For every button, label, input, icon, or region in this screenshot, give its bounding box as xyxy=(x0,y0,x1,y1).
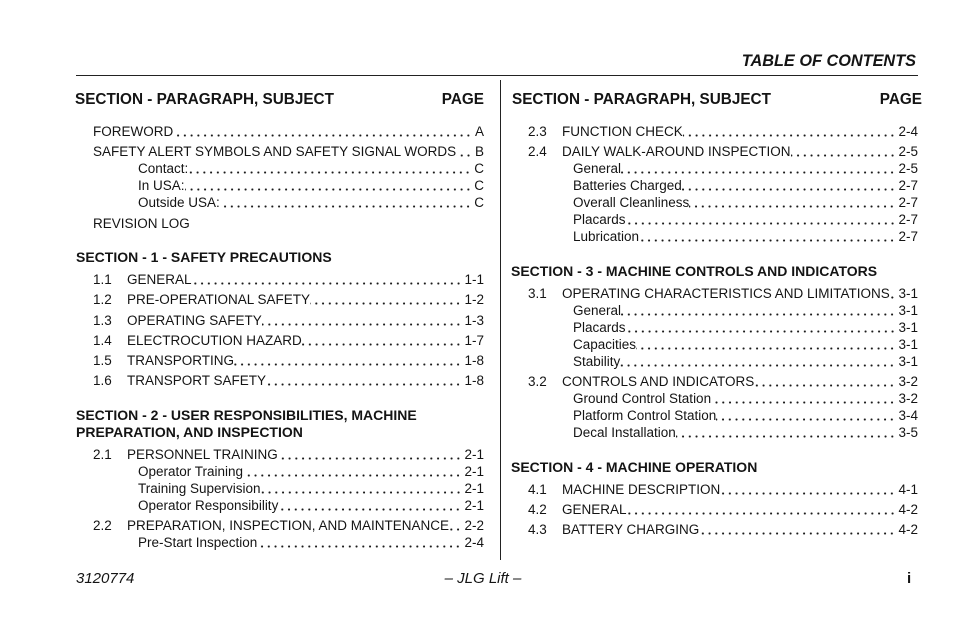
left-column-header xyxy=(75,91,484,109)
toc-entry-1-2 xyxy=(76,291,484,308)
footer-page-number: i xyxy=(907,570,912,587)
dot-leader xyxy=(278,446,462,463)
entry-title: GENERAL xyxy=(127,272,192,288)
entry-page: 2-1 xyxy=(464,480,484,496)
entry-page: 2-7 xyxy=(898,195,918,211)
toc-section-3-heading: SECTION - 3 - MACHINE CONTROLS AND INDICATORS xyxy=(511,262,878,279)
dot-leader xyxy=(278,497,461,514)
entry-page: C xyxy=(474,161,484,177)
column-header-subject: SECTION - PARAGRAPH, SUBJECT xyxy=(512,91,771,108)
entry-title: SAFETY ALERT SYMBOLS AND SAFETY SIGNAL WORDS xyxy=(93,144,457,160)
entry-page: 1-1 xyxy=(464,272,484,288)
entry-title: PREPARATION, INSPECTION, AND MAINTENANCE xyxy=(127,518,450,534)
entry-number: 3.2 xyxy=(528,374,547,390)
dot-leader xyxy=(302,332,462,349)
dot-leader xyxy=(456,143,472,160)
header-rule xyxy=(76,75,918,76)
dot-leader xyxy=(711,390,895,407)
entry-page: 2-2 xyxy=(464,518,484,534)
dot-leader xyxy=(185,177,472,194)
toc-subentry-batteries-charged xyxy=(511,177,918,194)
toc-entry-4-2 xyxy=(511,501,918,518)
dot-leader xyxy=(627,501,896,518)
entry-title: Platform Control Station xyxy=(573,408,717,424)
entry-title: FUNCTION CHECK xyxy=(562,124,683,140)
footer-doc-number: 3120774 xyxy=(76,570,135,587)
dot-leader xyxy=(234,352,461,369)
entry-title: Placards xyxy=(573,212,626,228)
entry-page: 2-1 xyxy=(464,446,484,462)
entry-page: B xyxy=(474,144,484,160)
entry-title: Operator Responsibility xyxy=(138,497,279,513)
toc-subentry-contact xyxy=(76,160,484,177)
entry-title: CONTROLS AND INDICATORS xyxy=(562,374,755,390)
dot-leader xyxy=(621,302,895,319)
dot-leader xyxy=(243,463,461,480)
entry-title: PERSONNEL TRAINING xyxy=(127,446,278,462)
entry-title: BATTERY CHARGING xyxy=(562,522,700,538)
column-header-subject: SECTION - PARAGRAPH, SUBJECT xyxy=(75,91,334,108)
dot-leader xyxy=(676,424,896,441)
column-divider xyxy=(500,80,501,560)
toc-subentry-outside-usa xyxy=(76,194,484,211)
entry-number: 2.1 xyxy=(93,446,112,462)
toc-entry-safety-alert-symbols xyxy=(76,143,484,160)
entry-page: 2-7 xyxy=(898,212,918,228)
toc-entry-1-4 xyxy=(76,332,484,349)
toc-entry-1-1 xyxy=(76,271,484,288)
toc-subentry-placards xyxy=(511,211,918,228)
toc-section-4-heading: SECTION - 4 - MACHINE OPERATION xyxy=(511,458,758,475)
toc-subentry-decal-installation xyxy=(511,424,918,441)
entry-title: Lubrication xyxy=(573,229,640,245)
toc-section-2-heading: SECTION - 2 - USER RESPONSIBILITIES, MACHINE PREPARATION, AND INSPECTION xyxy=(76,406,417,440)
dot-leader xyxy=(626,211,896,228)
page-title: TABLE OF CONTENTS xyxy=(741,52,916,70)
entry-page: 3-1 xyxy=(898,337,918,353)
right-toc-column xyxy=(511,120,918,538)
dot-leader xyxy=(188,160,471,177)
entry-number: 1.4 xyxy=(93,332,112,348)
entry-number: 1.5 xyxy=(93,353,112,368)
entry-title: GENERAL xyxy=(562,502,627,518)
dot-leader xyxy=(754,373,895,390)
toc-entry-4-1 xyxy=(511,481,918,498)
toc-subentry-stability xyxy=(511,353,918,370)
entry-title: Contact: xyxy=(138,161,189,177)
entry-page: C xyxy=(474,195,484,211)
dot-leader xyxy=(261,480,462,497)
entry-page: 2-5 xyxy=(898,144,918,160)
entry-title: Placards xyxy=(573,320,626,336)
entry-title: PRE-OPERATIONAL SAFETY xyxy=(127,292,311,308)
entry-title: Ground Control Station xyxy=(573,391,712,407)
dot-leader xyxy=(257,534,461,551)
dot-leader xyxy=(262,312,462,329)
entry-title: Training Supervision xyxy=(138,480,261,496)
column-header-page: PAGE xyxy=(441,91,484,108)
entry-title: Batteries Charged xyxy=(573,178,682,194)
dot-leader xyxy=(636,336,895,353)
entry-page: 1-3 xyxy=(464,312,484,328)
entry-title: OPERATING SAFETY xyxy=(127,312,262,328)
entry-page: 1-2 xyxy=(464,292,484,308)
entry-title: General xyxy=(573,303,622,319)
entry-title: OPERATING CHARACTERISTICS AND LIMITATIONS xyxy=(562,286,890,302)
entry-number: 2.4 xyxy=(528,144,547,160)
entry-number: 1.6 xyxy=(93,373,112,389)
toc-subentry-ground-control-station xyxy=(511,390,918,407)
entry-number: 1.3 xyxy=(93,312,112,328)
entry-page: 2-5 xyxy=(898,161,918,177)
toc-entry-2-2 xyxy=(76,517,484,534)
toc-entry-4-3 xyxy=(511,521,918,538)
toc-entry-1-3 xyxy=(76,312,484,329)
footer-title: – JLG Lift – xyxy=(444,570,522,587)
entry-page: 4-2 xyxy=(898,502,918,518)
dot-leader xyxy=(220,194,471,211)
entry-page: 2-4 xyxy=(898,124,918,140)
entry-number: 4.1 xyxy=(528,481,547,497)
entry-title: TRANSPORTING xyxy=(127,353,235,368)
entry-page: C xyxy=(474,178,484,194)
entry-number: 1.1 xyxy=(93,272,112,288)
toc-subentry-operator-responsibility xyxy=(76,497,484,514)
entry-title: DAILY WALK-AROUND INSPECTION xyxy=(562,144,791,160)
dot-leader xyxy=(449,517,461,534)
dot-leader xyxy=(310,291,461,308)
dot-leader xyxy=(192,271,462,288)
entry-title: Stability xyxy=(573,354,621,370)
entry-page: A xyxy=(474,124,484,140)
dot-leader xyxy=(626,319,896,336)
entry-title: Overall Cleanliness xyxy=(573,195,690,211)
left-toc-column xyxy=(76,120,484,551)
toc-subentry-capacities xyxy=(511,336,918,353)
entry-page: 3-2 xyxy=(898,374,918,390)
dot-leader xyxy=(266,372,461,389)
entry-title: MACHINE DESCRIPTION xyxy=(562,481,721,497)
entry-number: 4.2 xyxy=(528,502,547,518)
toc-subentry-overall-cleanliness xyxy=(511,194,918,211)
dot-leader xyxy=(682,177,896,194)
toc-entry-2-4 xyxy=(511,143,918,160)
entry-page: 3-4 xyxy=(898,408,918,424)
entry-page: 2-1 xyxy=(464,497,484,513)
toc-entry-1-6 xyxy=(76,372,484,389)
dot-leader xyxy=(620,353,895,370)
entry-title: TRANSPORT SAFETY xyxy=(127,373,267,389)
toc-entry-2-3 xyxy=(511,123,918,140)
dot-leader xyxy=(683,123,896,140)
entry-title: General xyxy=(573,161,622,177)
entry-page: 4-1 xyxy=(898,481,918,497)
entry-title: FOREWORD xyxy=(93,124,174,140)
entry-number: 2.2 xyxy=(93,518,112,534)
entry-page: 2-7 xyxy=(898,229,918,245)
dot-leader xyxy=(699,521,895,538)
entry-page: 2-4 xyxy=(464,535,484,551)
toc-entry-foreword xyxy=(76,123,484,140)
toc-subentry-placards xyxy=(511,319,918,336)
toc-entry-revision-log xyxy=(76,215,484,232)
toc-entry-2-1 xyxy=(76,446,484,463)
dot-leader xyxy=(639,228,895,245)
dot-leader xyxy=(720,481,895,498)
entry-page: 3-5 xyxy=(898,425,918,441)
entry-page: 4-2 xyxy=(898,522,918,538)
entry-title: ELECTROCUTION HAZARD xyxy=(127,332,302,348)
dot-leader xyxy=(716,407,895,424)
entry-number: 3.1 xyxy=(528,286,547,302)
toc-subentry-training-supervision xyxy=(76,480,484,497)
toc-subentry-general xyxy=(511,302,918,319)
entry-page: 3-1 xyxy=(898,320,918,336)
toc-section-1-heading: SECTION - 1 - SAFETY PRECAUTIONS xyxy=(76,249,332,266)
entry-page: 2-7 xyxy=(898,178,918,194)
entry-title: REVISION LOG xyxy=(93,215,190,231)
dot-leader xyxy=(689,194,895,211)
toc-entry-1-5 xyxy=(76,352,484,369)
entry-number: 1.2 xyxy=(93,292,112,308)
entry-title: Capacities xyxy=(573,337,637,353)
entry-page: 3-1 xyxy=(898,303,918,319)
toc-subentry-pre-start-inspection xyxy=(76,534,484,551)
toc-subentry-platform-control-station xyxy=(511,407,918,424)
entry-title: Outside USA: xyxy=(138,195,220,211)
dot-leader xyxy=(791,143,896,160)
entry-page: 3-1 xyxy=(898,286,918,302)
toc-entry-3-2 xyxy=(511,373,918,390)
toc-subentry-lubrication xyxy=(511,228,918,245)
dot-leader xyxy=(621,160,895,177)
entry-number: 4.3 xyxy=(528,522,547,538)
toc-subentry-general xyxy=(511,160,918,177)
entry-page: 1-8 xyxy=(464,353,484,368)
entry-number: 2.3 xyxy=(528,124,547,140)
right-column-header xyxy=(512,91,922,109)
dot-leader xyxy=(173,123,472,140)
entry-page: 1-8 xyxy=(464,373,484,389)
entry-page: 3-1 xyxy=(898,354,918,370)
entry-title: In USA: xyxy=(138,178,185,194)
entry-title: Decal Installation xyxy=(573,425,676,441)
entry-page: 1-7 xyxy=(464,332,484,348)
entry-page: 3-2 xyxy=(898,391,918,407)
entry-page: 2-1 xyxy=(464,463,484,479)
toc-entry-3-1 xyxy=(511,285,918,302)
entry-title: Pre-Start Inspection xyxy=(138,535,258,551)
column-header-page: PAGE xyxy=(879,91,922,108)
toc-subentry-operator-training xyxy=(76,463,484,480)
entry-title: Operator Training xyxy=(138,463,244,479)
toc-subentry-in-usa xyxy=(76,177,484,194)
